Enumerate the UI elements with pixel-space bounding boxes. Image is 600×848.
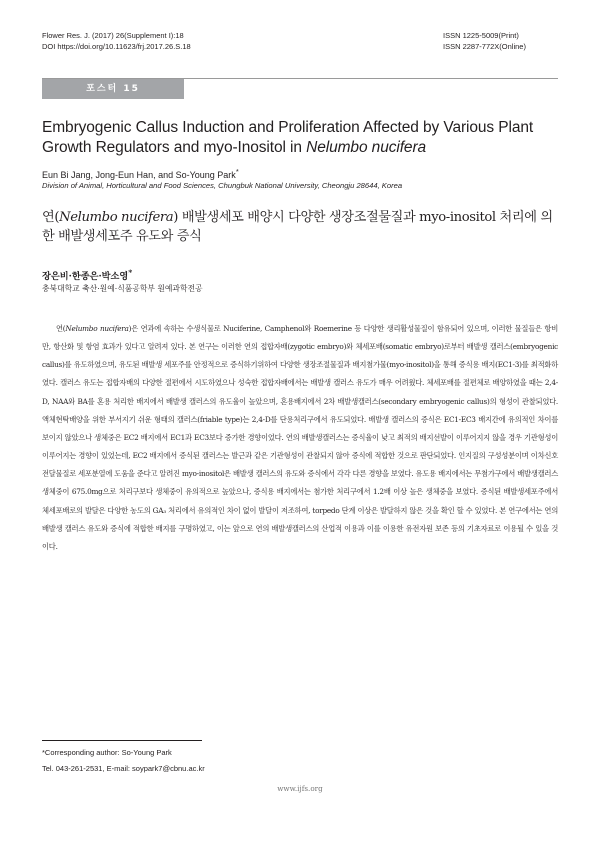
corresponding-mark-korean: *	[128, 268, 133, 277]
abstract-text: )은 연과에 속하는 수생식물로 Nuciferine, Camphenol와 Roemerine 등 다양한 생리활성물질이 함유되어 있으며, 이러한 물질들은 항비만, 항산화 및 항염 효과가 있다고 알려져 있다. 본 연구는 이러한 연의 접합자배(zygotic embryo)와 체세포배(somatic embryo)로부터 배발생 캘러스(embryogenic callus)를 유도하였으며, 유도된 배발생 세포주를 안정적으로 증식하기위하여 다양한 생장조절물질과 배지첨가물(myo-inositol)을 통해 증식용 배지(EC1-3)를 최적화하였다. 캘러스 유도는 접합자배의 다양한 절편에서 시도하였으나 성숙한 접합자배에서는 배발생 캘러스 유도가 매우 어려웠다. 체세포배를 절편체로 배양하였을 때는 2,4-D, NAA와 BA를 혼용 처리한 배지에서 배발생 캘러스의 유도율이 높았으며, 혼용배지에서 2차 배발생캘러스(secondary embryogenic callus)의 형성이 관찰되었다. 액체현탁배양을 위한 부서지기 쉬운 형태의 캘러스(friable type)는 2,4-D를 단용처리구에서 유도되었다. 배발생 캘러스의 증식은 EC1-EC3 배지간에 유의적인 차이를 보이지 않았으나 생체중은 EC2 배지에서 EC1과 EC3보다 증가한 경향이었다. 연의 배발생캘러스는 증식율이 낮고 최적의 배지선발이 이루어지지 않을 경우 기관형성이 이루어지는 경향이 있었는데, EC2 배지에서 증식된 캘러스는 발근과 같은 기관형성이 관찰되지 않아 증식에 적합한 것으로 판단되었다. 인지질의 구성성분이며 이차신호전달물질로 세포분열에 도움을 준다고 알려진 myo-inositol은 배발생 캘러스의 유도와 증식에서 각각 다른 경향을 보였다. 유도용 배지에서는 무첨가구에서 배발생캘러스 생체중이 675.0mg으로 처리구보다 생체중이 유의적으로 높았으나, 증식용 배지에서는 첨가한 처리구에서 1.2배 이상 높은 생체중을 보였다. 증식된 배발생세포주에서 체세포배로의 발달은 다양한 농도의 GA₃ 처리에서 유의적인 차이 없이 발달이 저조하여, torpedo 단계 이상은 발달하지 않은 것을 확인 할 수 있었다. 본 연구에서는 연의 배발생 캘러스 유도와 증식에 적합한 배지를 구명하였고, 이는 앞으로 연의 배발생캘러스의 산업적 이용과 이를 이용한 유전자원 보존 등의 기초자료로 이용될 수 있을 것이다.	[42, 324, 558, 551]
corresponding-author: *Corresponding author: So-Young Park	[42, 748, 172, 757]
site-url[interactable]: www.ijfs.org	[277, 784, 323, 793]
doi-link[interactable]: DOI https://doi.org/10.11623/frj.2017.26.S.18	[42, 42, 191, 51]
title-english-species: Nelumbo nucifera	[306, 139, 427, 156]
abstract-species: Nelumbo nucifera	[65, 324, 129, 333]
abstract-prefix: 연(	[56, 324, 66, 333]
footnote	[42, 745, 205, 777]
affiliation-english: Division of Animal, Horticultural and Food Sciences, Chungbuk National University, Cheongju 28644, Korea	[42, 181, 403, 190]
journal-header	[42, 30, 191, 52]
authors-english	[42, 167, 239, 180]
authors-english-names: Eun Bi Jang, Jong-Eun Han, and So-Young Park	[42, 170, 236, 180]
title-korean-species: Nelumbo nucifera	[59, 210, 174, 225]
title-korean	[42, 208, 562, 246]
issn-print: ISSN 1225-5009(Print)	[443, 31, 519, 40]
abstract-body	[42, 320, 558, 556]
affiliation-korean: 충북대학교 축산·원예·식품공학부 원예과학전공	[42, 284, 203, 293]
contact-info: Tel. 043-261-2531, E-mail: soypark7@cbnu.ac.kr	[42, 764, 205, 773]
title-english-main: Embryogenic Callus Induction and Proliferation Affected by Various Plant Growth Regulators and myo-Inositol in	[42, 119, 534, 156]
title-korean-rest: ) 배발생세포 배양시 다양한 생장조절물질과 myo-inositol 처리에 의한 배발생세포주 유도와 증식	[42, 210, 553, 244]
authors-korean	[42, 268, 132, 282]
issn-header	[443, 30, 526, 52]
authors-korean-names: 장은비·한종은·박소영	[42, 271, 129, 283]
title-english	[42, 118, 562, 158]
section-tab: 포스터 15	[42, 79, 184, 99]
journal-citation: Flower Res. J. (2017) 26(Supplement I):18	[42, 31, 184, 40]
title-korean-prefix: 연(	[42, 210, 60, 225]
corresponding-mark: *	[235, 167, 239, 176]
footnote-divider	[42, 740, 202, 741]
issn-online: ISSN 2287-772X(Online)	[443, 42, 526, 51]
